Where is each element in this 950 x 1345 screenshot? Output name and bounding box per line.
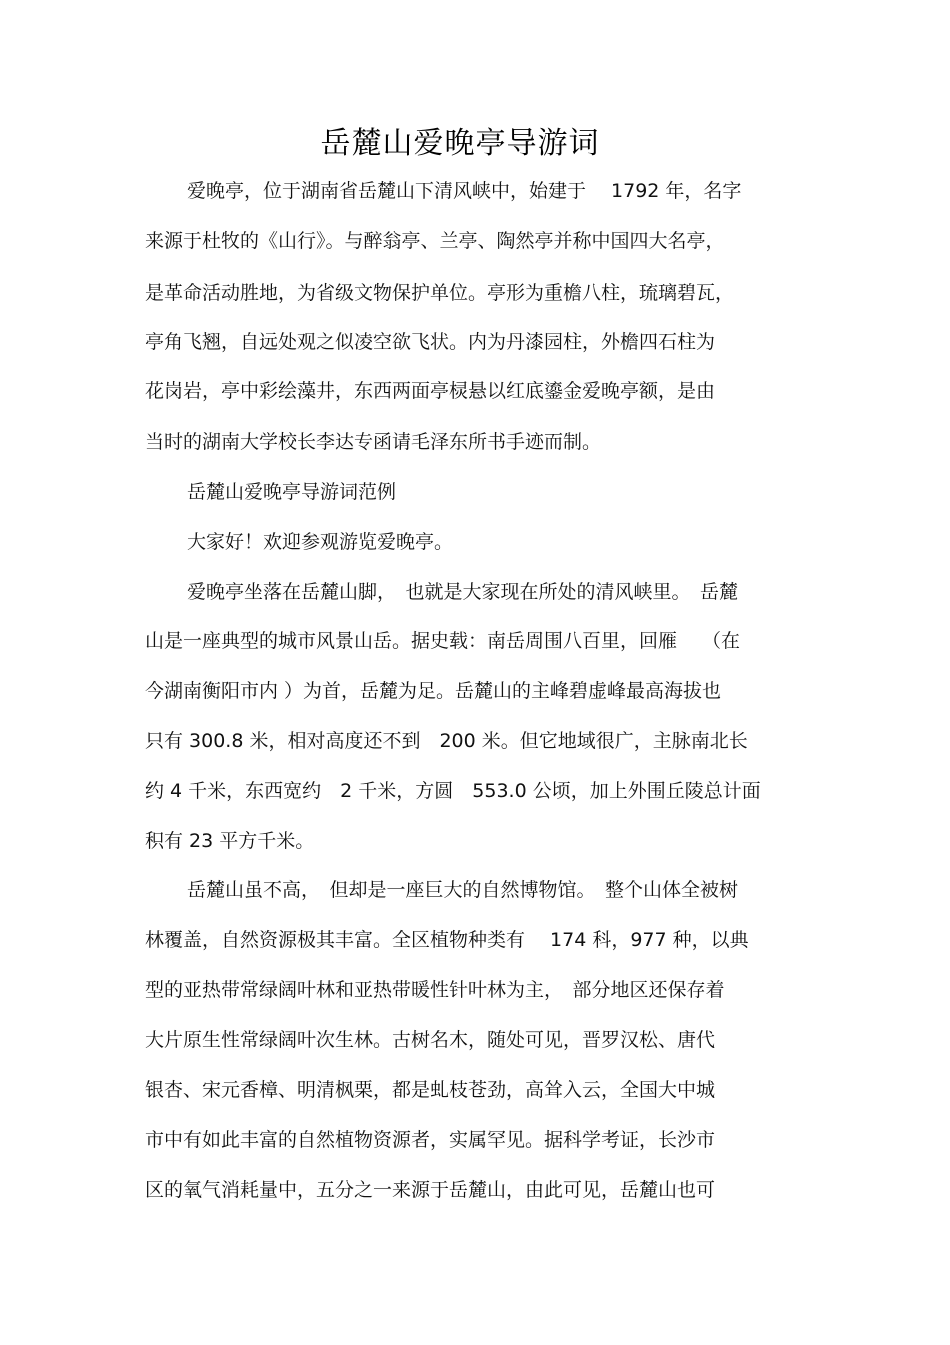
text-line: 亭角飞翘，自远处观之似凌空欲飞状。内为丹漆园柱，外檐四石柱为 bbox=[145, 331, 716, 353]
text-line: 山是一座典型的城市风景山岳。据史载：南岳周围八百里，回雁 （在 bbox=[145, 630, 741, 652]
text-line: 当时的湖南大学校长李达专函请毛泽东所书手迹而制。 bbox=[145, 431, 602, 453]
text-line: 大片原生性常绿阔叶次生林。古树名木，随处可见，晋罗汉松、唐代 bbox=[145, 1029, 716, 1051]
text-line: 爱晚亭坐落在岳麓山脚， 也就是大家现在所处的清风峡里。 岳麓 bbox=[187, 581, 739, 603]
text-line: 市中有如此丰富的自然植物资源者，实属罕见。据科学考证，长沙市 bbox=[145, 1129, 716, 1151]
text-line: 是革命活动胜地，为省级文物保护单位。亭形为重檐八柱，琉璃碧瓦， bbox=[145, 282, 735, 304]
text-line: 约 4 千米，东西宽约 2 千米，方圆 553.0 公顷，加上外围丘陵总计面 bbox=[145, 780, 761, 802]
text-line: 今湖南衡阳市内 ）为首，岳麓为足。岳麓山的主峰碧虚峰最高海拔也 bbox=[145, 680, 722, 702]
text-line: 型的亚热带常绿阔叶林和亚热带暖性针叶林为主， 部分地区还保存着 bbox=[145, 979, 725, 1001]
text-line: 林覆盖，自然资源极其丰富。全区植物种类有 174 科，977 种，以典 bbox=[145, 929, 749, 951]
text-line: 积有 23 平方千米。 bbox=[145, 830, 315, 852]
text-line: 区的氧气消耗量中，五分之一来源于岳麓山，由此可见，岳麓山也可 bbox=[145, 1179, 716, 1201]
section-heading: 岳麓山爱晚亭导游词范例 bbox=[187, 481, 397, 503]
text-line: 岳麓山虽不高， 但却是一座巨大的自然博物馆。 整个山体全被树 bbox=[187, 879, 739, 901]
text-line: 花岗岩，亭中彩绘藻井，东西两面亭棂悬以红底鎏金爱晚亭额，是由 bbox=[145, 380, 716, 402]
text-line: 只有 300.8 米，相对高度还不到 200 米。但它地域很广，主脉南北长 bbox=[145, 730, 748, 752]
text-line: 银杏、宋元香樟、明清枫栗，都是虬枝苍劲，高耸入云，全国大中城 bbox=[145, 1079, 716, 1101]
text-line: 来源于杜牧的《山行》。与醉翁亭、兰亭、陶然亭并称中国四大名亭， bbox=[145, 230, 725, 252]
document-title: 岳麓山爱晚亭导游词 bbox=[320, 126, 600, 161]
text-line: 爱晚亭，位于湖南省岳麓山下清风峡中，始建于 1792 年，名字 bbox=[187, 180, 742, 202]
text-line: 大家好！欢迎参观游览爱晚亭。 bbox=[187, 531, 454, 553]
